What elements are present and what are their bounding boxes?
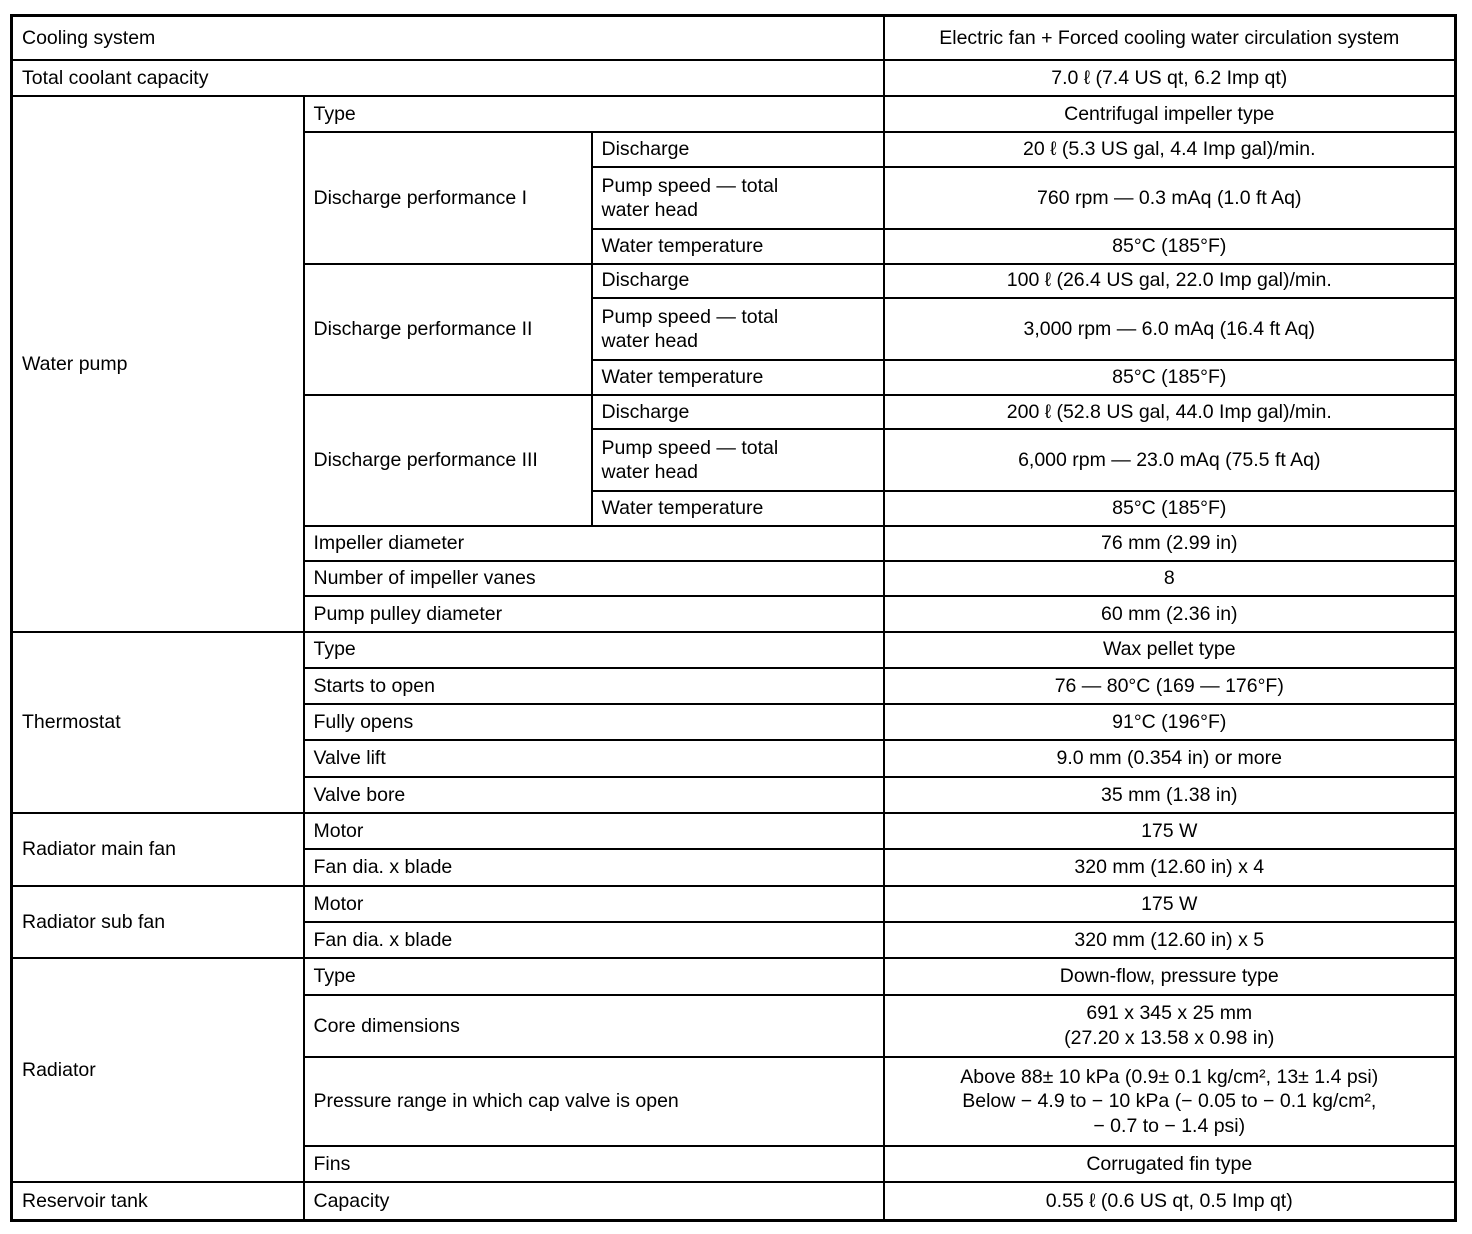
sub-fan-motor-label: Motor [304, 886, 884, 922]
cap-pressure-value [884, 1057, 1456, 1146]
perf1-water-temperature-value: 85°C (185°F) [884, 229, 1456, 263]
water-pump-type-value: Centrifugal impeller type [884, 96, 1456, 132]
row-water-pump-type [12, 96, 1456, 132]
main-fan-motor-value: 175 W [884, 813, 1456, 849]
radiator-label: Radiator [12, 958, 304, 1182]
perf1-pump-speed-value: 760 rpm — 0.3 mAq (1.0 ft Aq) [884, 167, 1456, 230]
row-main-fan-motor [12, 813, 1456, 849]
total-coolant-capacity-label: Total coolant capacity [12, 60, 884, 96]
perf1-pump-speed-label-line2: water head [601, 198, 698, 221]
reservoir-capacity-label: Capacity [304, 1182, 884, 1220]
perf1-label: Discharge performance I [304, 132, 592, 263]
main-fan-blade-label: Fan dia. x blade [304, 849, 884, 885]
total-coolant-capacity-value: 7.0 ℓ (7.4 US qt, 6.2 Imp qt) [884, 60, 1456, 96]
perf1-discharge-value: 20 ℓ (5.3 US gal, 4.4 Imp gal)/min. [884, 132, 1456, 166]
cap-pressure-value-line2: Below − 4.9 to − 10 kPa (− 0.05 to − 0.1 kg/cm², [962, 1090, 1377, 1113]
perf2-water-temperature-label: Water temperature [592, 360, 884, 394]
fully-opens-value: 91°C (196°F) [884, 704, 1456, 740]
perf3-water-temperature-value: 85°C (185°F) [884, 491, 1456, 525]
perf3-pump-speed-label [592, 429, 884, 492]
pulley-diameter-value: 60 mm (2.36 in) [884, 596, 1456, 631]
cooling-system-label: Cooling system [12, 16, 884, 60]
perf2-pump-speed-label-line1: Pump speed — total [601, 305, 779, 328]
fins-value: Corrugated fin type [884, 1146, 1456, 1182]
fins-label: Fins [304, 1146, 884, 1182]
sub-fan-label: Radiator sub fan [12, 886, 304, 959]
row-thermostat-type [12, 632, 1456, 668]
perf2-pump-speed-value: 3,000 rpm — 6.0 mAq (16.4 ft Aq) [884, 298, 1456, 361]
reservoir-tank-label: Reservoir tank [12, 1182, 304, 1220]
perf2-pump-speed-label-line2: water head [601, 330, 698, 353]
perf2-discharge-value: 100 ℓ (26.4 US gal, 22.0 Imp gal)/min. [884, 264, 1456, 298]
cap-pressure-value-line1: Above 88± 10 kPa (0.9± 0.1 kg/cm², 13± 1.4 psi) [960, 1065, 1379, 1088]
impeller-vanes-label: Number of impeller vanes [304, 561, 884, 596]
valve-lift-label: Valve lift [304, 740, 884, 776]
main-fan-label: Radiator main fan [12, 813, 304, 886]
starts-to-open-value: 76 — 80°C (169 — 176°F) [884, 668, 1456, 704]
row-cooling-system [12, 16, 1456, 60]
radiator-type-value: Down-flow, pressure type [884, 958, 1456, 994]
main-fan-motor-label: Motor [304, 813, 884, 849]
water-pump-type-label: Type [304, 96, 884, 132]
sub-fan-blade-value: 320 mm (12.60 in) x 5 [884, 922, 1456, 958]
perf3-label: Discharge performance III [304, 395, 592, 526]
perf3-pump-speed-value: 6,000 rpm — 23.0 mAq (75.5 ft Aq) [884, 429, 1456, 492]
perf2-water-temperature-value: 85°C (185°F) [884, 360, 1456, 394]
cooling-system-value: Electric fan + Forced cooling water circulation system [884, 16, 1456, 60]
perf1-discharge-label: Discharge [592, 132, 884, 166]
core-dimensions-value [884, 995, 1456, 1058]
water-pump-label: Water pump [12, 96, 304, 631]
perf3-pump-speed-label-line2: water head [601, 461, 698, 484]
sub-fan-motor-value: 175 W [884, 886, 1456, 922]
row-sub-fan-motor [12, 886, 1456, 922]
row-total-coolant-capacity [12, 60, 1456, 96]
perf3-discharge-value: 200 ℓ (52.8 US gal, 44.0 Imp gal)/min. [884, 395, 1456, 429]
cap-pressure-label: Pressure range in which cap valve is open [304, 1057, 884, 1146]
core-dimensions-value-line2: (27.20 x 13.58 x 0.98 in) [1064, 1026, 1275, 1049]
cooling-spec-table [10, 14, 1457, 1222]
radiator-type-label: Type [304, 958, 884, 994]
row-radiator-type [12, 958, 1456, 994]
perf1-pump-speed-label-line1: Pump speed — total [601, 174, 779, 197]
impeller-vanes-value: 8 [884, 561, 1456, 596]
impeller-diameter-value: 76 mm (2.99 in) [884, 526, 1456, 561]
thermostat-type-label: Type [304, 632, 884, 668]
thermostat-label: Thermostat [12, 632, 304, 813]
perf3-pump-speed-label-line1: Pump speed — total [601, 436, 779, 459]
perf2-label: Discharge performance II [304, 264, 592, 395]
sub-fan-blade-label: Fan dia. x blade [304, 922, 884, 958]
valve-lift-value: 9.0 mm (0.354 in) or more [884, 740, 1456, 776]
pulley-diameter-label: Pump pulley diameter [304, 596, 884, 631]
reservoir-capacity-value: 0.55 ℓ (0.6 US qt, 0.5 Imp qt) [884, 1182, 1456, 1220]
fully-opens-label: Fully opens [304, 704, 884, 740]
perf2-discharge-label: Discharge [592, 264, 884, 298]
perf3-discharge-label: Discharge [592, 395, 884, 429]
starts-to-open-label: Starts to open [304, 668, 884, 704]
perf3-water-temperature-label: Water temperature [592, 491, 884, 525]
core-dimensions-label: Core dimensions [304, 995, 884, 1058]
perf1-pump-speed-label [592, 167, 884, 230]
main-fan-blade-value: 320 mm (12.60 in) x 4 [884, 849, 1456, 885]
thermostat-type-value: Wax pellet type [884, 632, 1456, 668]
row-reservoir-tank [12, 1182, 1456, 1220]
impeller-diameter-label: Impeller diameter [304, 526, 884, 561]
core-dimensions-value-line1: 691 x 345 x 25 mm [1086, 1002, 1253, 1025]
perf1-water-temperature-label: Water temperature [592, 229, 884, 263]
cap-pressure-value-line3: − 0.7 to − 1.4 psi) [1093, 1114, 1246, 1137]
valve-bore-label: Valve bore [304, 777, 884, 813]
perf2-pump-speed-label [592, 298, 884, 361]
valve-bore-value: 35 mm (1.38 in) [884, 777, 1456, 813]
